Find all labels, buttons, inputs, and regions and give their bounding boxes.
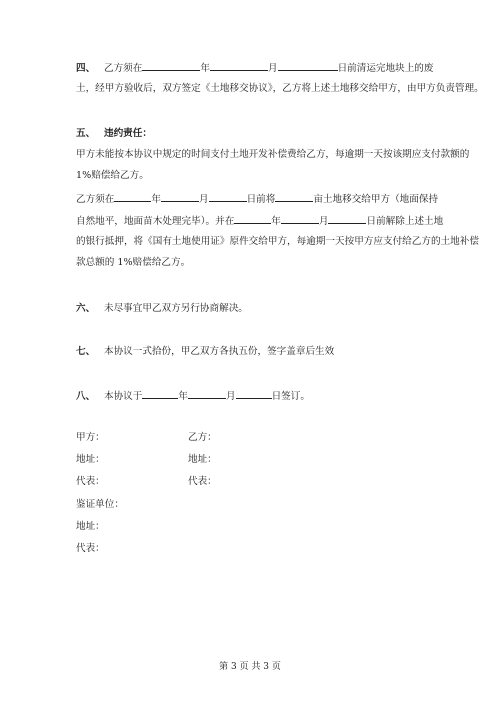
party-a-rep-label: 代表： [76, 476, 105, 487]
clause-text: 月 [198, 194, 209, 205]
clause-text: 本协议一式拾份，甲乙双方各执五份，签字盖章后生效 [104, 346, 335, 357]
blank-line [281, 214, 319, 224]
blank-line [161, 192, 199, 202]
blank-line [114, 192, 151, 202]
clause-text: 年 [151, 194, 161, 205]
clause-text: 年 [271, 216, 281, 227]
section-number: 七、 [76, 346, 96, 357]
section-number: 六、 [76, 303, 96, 314]
clause-text: 月 [267, 63, 278, 74]
blank-line [278, 61, 338, 71]
clause-text: 土，经甲方验收后，双方签定《土地移交协议》，乙方将上述土地移交给甲方，由甲方负责管理。 [76, 83, 484, 94]
blank-line [142, 389, 178, 399]
notary-rep-label: 代表： [76, 543, 105, 554]
section-5-para-2-line-1 [76, 192, 438, 206]
party-a-address-label: 地址： [76, 454, 105, 465]
clause-text: 自然地平，地面苗木处理完毕）。并在 [76, 216, 235, 227]
clause-text: 的银行抵押，将《国有土地使用证》原件交给甲方，每逾期一天按甲方应支付给乙方的土地补偿 [76, 236, 479, 247]
section-title: 违约责任： [104, 128, 152, 139]
clause-text: 乙方须在 [104, 63, 143, 74]
section-5-heading [76, 128, 152, 140]
blank-line [188, 389, 226, 399]
notary-address-label: 地址： [76, 521, 105, 532]
clause-text: 月 [225, 391, 236, 402]
clause-text: 亩土地移交给甲方（地面保持 [313, 194, 439, 205]
section-5-para-1-line-2 [76, 170, 149, 182]
clause-text: 未尽事宜甲乙双方另行协商解决。 [104, 303, 248, 314]
section-4-line-1 [76, 61, 434, 75]
blank-line [328, 214, 366, 224]
blank-line [236, 389, 272, 399]
blank-line [142, 61, 200, 71]
notary-label: 鉴证单位： [76, 499, 124, 510]
clause-text: 日签订。 [271, 391, 310, 402]
section-5-para-2-line-3 [76, 236, 479, 248]
clause-text: 本协议于 [104, 391, 143, 402]
blank-line [210, 61, 268, 71]
clause-text: 日前清运完地块上的废 [337, 63, 434, 74]
blank-line [275, 192, 313, 202]
section-number: 八、 [76, 391, 96, 402]
section-number: 五、 [76, 128, 96, 139]
clause-text: 日前解除上述土地 [366, 216, 444, 227]
blank-line [234, 214, 271, 224]
section-5-para-2-line-2 [76, 214, 443, 228]
clause-text: 年 [200, 63, 210, 74]
clause-text: 日前将 [246, 194, 276, 205]
blank-line [209, 192, 247, 202]
section-number: 四、 [76, 63, 96, 74]
party-b-address-label: 地址： [188, 454, 217, 465]
page-footer: 第 3 页 共 3 页 [219, 662, 281, 672]
clause-text: 甲方未能按本协议中规定的时间支付土地开发补偿费给乙方，每逾期一天按该期应支付款额的 [76, 149, 470, 160]
section-8 [76, 389, 310, 403]
clause-text: 款总额的 1%赔偿给乙方。 [76, 257, 191, 268]
clause-text: 1%赔偿给乙方。 [76, 170, 149, 181]
party-b-label: 乙方： [188, 432, 217, 443]
party-a-label: 甲方： [76, 432, 105, 443]
section-7 [76, 346, 334, 358]
section-4-line-2 [76, 83, 484, 95]
section-6 [76, 303, 248, 315]
clause-text: 月 [318, 216, 329, 227]
clause-text: 年 [178, 391, 188, 402]
party-b-rep-label: 代表： [188, 476, 217, 487]
section-5-para-2-line-4 [76, 257, 190, 269]
clause-text: 乙方须在 [76, 194, 115, 205]
section-5-para-1-line-1 [76, 149, 469, 161]
